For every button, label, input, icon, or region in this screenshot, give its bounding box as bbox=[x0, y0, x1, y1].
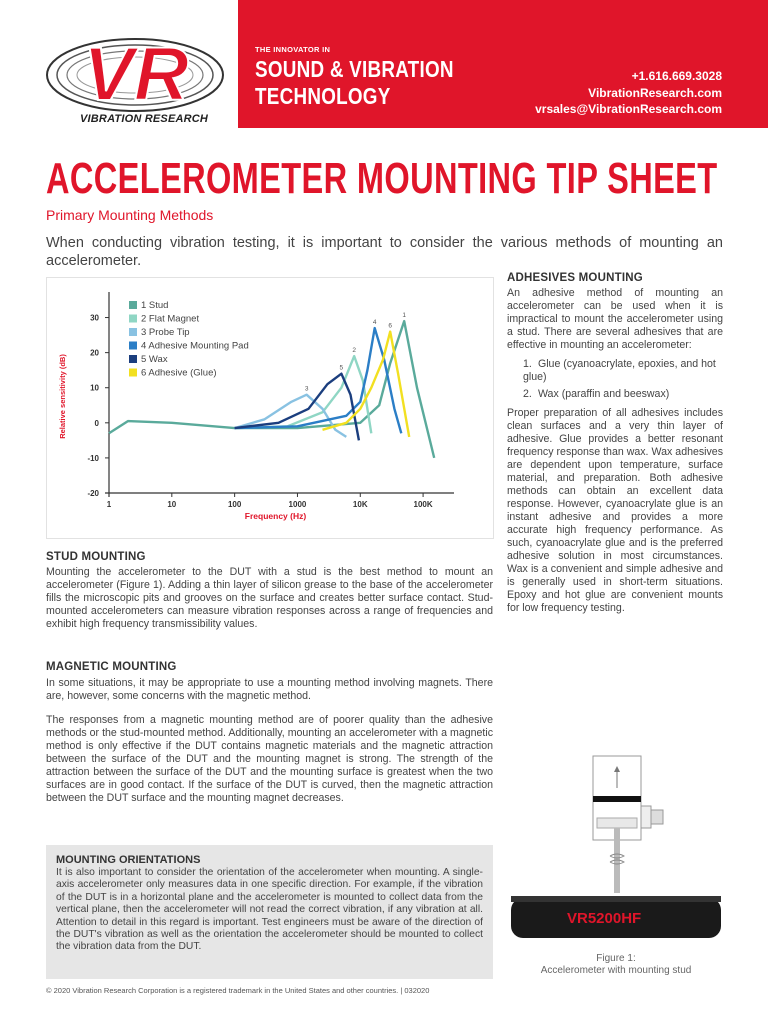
y-tick-label: 30 bbox=[90, 313, 99, 323]
y-tick-label: -20 bbox=[87, 489, 99, 498]
page-subtitle: Primary Mounting Methods bbox=[46, 207, 214, 223]
adhesive-list bbox=[507, 358, 723, 401]
list-item: 2. Wax (paraffin and beeswax) bbox=[523, 388, 670, 400]
x-axis-label: Frequency (Hz) bbox=[244, 511, 307, 521]
chart-svg bbox=[47, 278, 495, 540]
magnetic-body-1: In some situations, it may be appropriate to use a mounting method involving magnets. There are, however, some concerns with the magnetic method. bbox=[46, 677, 493, 702]
x-tick-label: 100K bbox=[413, 500, 433, 509]
list-item: 1. Glue (cyanoacrylate, epoxies, and hot glue) bbox=[523, 358, 716, 383]
peak-label-4: 4 bbox=[372, 319, 377, 327]
legend-swatch bbox=[129, 355, 137, 363]
peak-label-1: 1 bbox=[402, 312, 406, 320]
brand-name: VIBRATION RESEARCH bbox=[80, 113, 209, 125]
x-tick-label: 10K bbox=[352, 500, 368, 509]
x-tick-label: 100 bbox=[227, 500, 242, 509]
orientations-heading: MOUNTING ORIENTATIONS bbox=[56, 854, 201, 866]
intro-text: When conducting vibration testing, it is important to consider the various methods of mounting an accelerometer. bbox=[46, 235, 723, 269]
page-title: ACCELEROMETER MOUNTING TIP SHEET bbox=[46, 154, 718, 203]
y-tick-label: 20 bbox=[90, 348, 99, 358]
orientations-body: It is also important to consider the orientation of the accelerometer when mounting. A single-axis accelerometer only measures data in one specific direction. For example, if the vibration of the DUT is in a horizontal plane and the accelerometer is mounted to collect data from the vertical plane, then the accelerometer will not read the correct vibration, if any vibration at all. Attention to detail in this regard is important. Test engineers must be aware of the direction of the DUT's vibration as well as the orientation the accelerometer should be mounted to collect the vibration data from the DUT. bbox=[56, 867, 483, 953]
footer: © 2020 Vibration Research Corporation is a registered trademark in the United States and other countries. | 032020 bbox=[46, 986, 430, 995]
legend-entry: 1 Stud bbox=[141, 300, 169, 311]
adhesives-section bbox=[507, 272, 723, 615]
tagline-big bbox=[255, 56, 454, 110]
legend-entry: 4 Adhesive Mounting Pad bbox=[141, 340, 249, 352]
header-logo-area bbox=[0, 0, 238, 128]
adhesives-heading: ADHESIVES MOUNTING bbox=[507, 272, 643, 284]
tagline-small: THE INNOVATOR IN bbox=[255, 45, 331, 54]
logo-letters: VR bbox=[83, 32, 189, 116]
magnetic-heading: MAGNETIC MOUNTING bbox=[46, 661, 177, 673]
peak-label-3: 3 bbox=[304, 385, 309, 393]
series-line-4 bbox=[235, 328, 402, 433]
x-tick-label: 10 bbox=[167, 500, 177, 509]
website-link[interactable]: VibrationResearch.com bbox=[588, 85, 722, 100]
figure-caption: Figure 1: Accelerometer with mounting stud bbox=[540, 953, 692, 976]
legend-swatch bbox=[129, 315, 137, 323]
adhesives-body-2: Proper preparation of all adhesives includes clean surfaces and a very thin layer of adhesive. Glue provides a better resonant frequency response than wax. Wax adhesives are dependent upon temperature, surface material, and preparation. Both adhesive methods can obtain an excellent data response. However, cyanoacrylate glue is an instant adhesive and provides a more accurate high frequency performance. As such, cyanoacrylate glue and is the preferred adhesive solution in most circumstances. Wax is a convenient and simple adhesive and is generally used in short-term situations. Epoxy and hot glue are convenient mounts for low frequency testing. bbox=[507, 407, 723, 614]
adhesives-body-1: An adhesive method of mounting an accelerometer can be used when it is impractical to mount the accelerometer using a stud. There are several adhesives that are effective in mounting an accelerometer: bbox=[507, 287, 723, 351]
contact-block bbox=[535, 68, 722, 118]
legend-swatch bbox=[129, 301, 137, 309]
sensitivity-chart bbox=[46, 277, 494, 539]
phone[interactable]: +1.616.669.3028 bbox=[631, 69, 722, 83]
legend-entry: 5 Wax bbox=[141, 354, 168, 365]
vr-logo-icon bbox=[40, 30, 230, 116]
orientations-box bbox=[46, 845, 493, 979]
y-tick-label: 10 bbox=[90, 383, 99, 393]
y-tick-label: 0 bbox=[94, 418, 99, 428]
series-line-5 bbox=[235, 374, 359, 441]
legend-entry: 2 Flat Magnet bbox=[141, 313, 200, 325]
y-axis-label: Relative sensitivity (dB) bbox=[58, 354, 67, 439]
legend-swatch bbox=[129, 342, 137, 350]
peak-label-5: 5 bbox=[339, 364, 344, 372]
series-line-3 bbox=[235, 395, 347, 437]
magnetic-body-2: The responses from a magnetic mounting method are of poorer quality than the adhesive methods or the stud-mounted method. Additionally, mounting an accelerometer with a magnetic method is only effective if the DUT contains magnetic materials and the magnetic attraction between the surface of the DUT and the mounting magnet is strong. The strength of the attraction between the surface of the DUT and the mounting surface is greatest when the two surfaces are in good contact. If the surface of the DUT is curved, then the magnetic attraction between the DUT surface and the mounting magnet decreases. bbox=[46, 714, 493, 804]
peak-label-6: 6 bbox=[388, 322, 393, 330]
figure-label: VR5200HF bbox=[567, 910, 642, 927]
stud-body: Mounting the accelerometer to the DUT with a stud is the best method to mount an accelerometer (Figure 1). Adding a thin layer of silicon grease to the base of the accelerometer fills the microscopic pits and grooves on the surface and creates better surface contact. Stud-mounted accelerometers can measure vibration responses across a range of frequencies and exhibit high frequency transmissibility values. bbox=[46, 566, 493, 630]
tagline-line1: SOUND & VIBRATION bbox=[255, 56, 454, 82]
legend-swatch bbox=[129, 369, 137, 377]
peak-label-2: 2 bbox=[352, 347, 356, 355]
legend-swatch bbox=[129, 328, 137, 336]
x-tick-label: 1000 bbox=[288, 500, 307, 509]
stud-heading: STUD MOUNTING bbox=[46, 551, 146, 563]
y-tick-label: -10 bbox=[87, 453, 99, 463]
legend-entry: 3 Probe Tip bbox=[141, 327, 190, 338]
email-link[interactable]: vrsales@VibrationResearch.com bbox=[535, 102, 722, 116]
x-tick-label: 1 bbox=[106, 500, 112, 509]
legend-entry: 6 Adhesive (Glue) bbox=[141, 367, 217, 379]
tagline-line2: TECHNOLOGY bbox=[255, 83, 391, 109]
